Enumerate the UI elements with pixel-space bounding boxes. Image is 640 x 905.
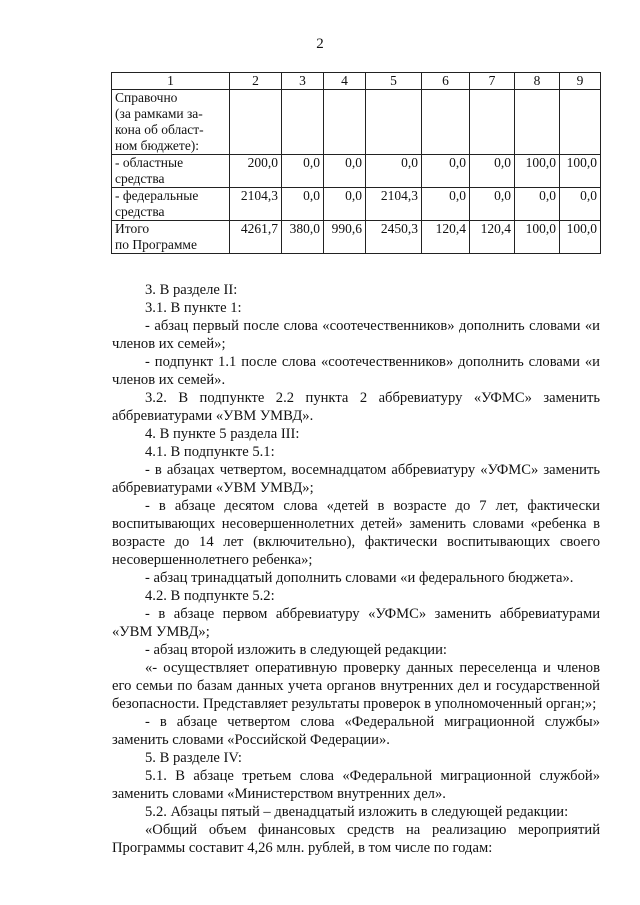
table-row [112, 90, 601, 155]
table-cell: 120,4 [422, 221, 470, 254]
paragraph: 3.1. В пункте 1: [145, 300, 242, 316]
column-header: 6 [422, 73, 470, 90]
paragraph: 4.2. В подпункте 5.2: [145, 588, 275, 604]
table-cell [324, 90, 366, 155]
table-cell: 200,0 [230, 155, 282, 188]
row-label: Итого по Программе [112, 221, 230, 254]
table-row [112, 188, 601, 221]
table-cell: 0,0 [422, 188, 470, 221]
table-cell: 0,0 [560, 188, 601, 221]
table-cell [560, 90, 601, 155]
column-header: 4 [324, 73, 366, 90]
column-header: 8 [515, 73, 560, 90]
table-cell: 2104,3 [230, 188, 282, 221]
table-row [112, 155, 601, 188]
paragraph: 5.2. Абзацы пятый – двенадцатый изложить в следующей редакции: [145, 804, 569, 820]
table-cell: 4261,7 [230, 221, 282, 254]
paragraph: - в абзаце первом аббревиатуру «УФМС» заменить аббревиатурами «УВМ УМВД»; [112, 606, 600, 640]
row-label: - областные средства [112, 155, 230, 188]
paragraph: - в абзаце десятом слова «детей в возрасте до 7 лет, фактически воспитывающих несовершеннолетних детей» заменить словами «ребенка в возрасте до 14 лет (включительно), фактически воспитывающих своего несовершеннолетнего ребенка»; [112, 498, 600, 568]
table-cell: 0,0 [324, 188, 366, 221]
row-label: - федеральные средства [112, 188, 230, 221]
table-cell: 0,0 [324, 155, 366, 188]
table-cell [366, 90, 422, 155]
paragraph: «Общий объем финансовых средств на реализацию мероприятий Программы составит 4,26 млн. рублей, в том числе по годам: [112, 822, 600, 856]
paragraph: - абзац первый после слова «соотечественников» дополнить словами «и членов их семей»; [112, 318, 600, 352]
column-header: 1 [112, 73, 230, 90]
page-number: 2 [316, 36, 324, 52]
table-cell: 990,6 [324, 221, 366, 254]
table-cell [230, 90, 282, 155]
table-cell: 100,0 [560, 155, 601, 188]
table-cell: 380,0 [282, 221, 324, 254]
table-cell: 100,0 [560, 221, 601, 254]
column-header: 7 [470, 73, 515, 90]
paragraph: 5. В разделе IV: [145, 750, 242, 766]
paragraph: - в абзаце четвертом слова «Федеральной миграционной службы» заменить словами «Российской Федерации». [112, 714, 600, 748]
table-cell: 100,0 [515, 155, 560, 188]
table-cell [470, 90, 515, 155]
column-header: 9 [560, 73, 601, 90]
row-label: Справочно (за рамками за- кона об област- ном бюджете): [112, 90, 230, 155]
paragraph: 4. В пункте 5 раздела III: [145, 426, 300, 442]
table-cell [422, 90, 470, 155]
column-header: 5 [366, 73, 422, 90]
paragraph: - подпункт 1.1 после слова «соотечественников» дополнить словами «и членов их семей». [112, 354, 600, 388]
column-header: 3 [282, 73, 324, 90]
table-cell: 0,0 [366, 155, 422, 188]
funding-table [111, 72, 601, 254]
paragraph: 3. В разделе II: [145, 282, 238, 298]
table-header-row [112, 73, 601, 90]
paragraph: - абзац тринадцатый дополнить словами «и федерального бюджета». [145, 570, 574, 586]
table-cell [515, 90, 560, 155]
table-cell: 0,0 [282, 155, 324, 188]
paragraph: 4.1. В подпункте 5.1: [145, 444, 275, 460]
table-cell: 0,0 [515, 188, 560, 221]
paragraph: 5.1. В абзаце третьем слова «Федеральной миграционной службой» заменить словами «Министерством внутренних дел». [112, 768, 600, 802]
table-row [112, 221, 601, 254]
table-cell: 0,0 [282, 188, 324, 221]
table-cell: 120,4 [470, 221, 515, 254]
paragraph: «- осуществляет оперативную проверку данных переселенца и членов его семьи по базам данных учета органов внутренних дел и государственной безопасности. Представляет результаты проверок в уполномоченный орган;»; [112, 660, 600, 712]
table-cell: 0,0 [470, 188, 515, 221]
table-cell: 100,0 [515, 221, 560, 254]
document-body [112, 281, 600, 857]
table-cell: 0,0 [470, 155, 515, 188]
table-cell: 0,0 [422, 155, 470, 188]
paragraph: - абзац второй изложить в следующей редакции: [145, 642, 447, 658]
table-cell: 2450,3 [366, 221, 422, 254]
table-cell [282, 90, 324, 155]
table-cell: 2104,3 [366, 188, 422, 221]
paragraph: - в абзацах четвертом, восемнадцатом аббревиатуру «УФМС» заменить аббревиатурами «УВМ УМВД»; [112, 462, 600, 496]
column-header: 2 [230, 73, 282, 90]
paragraph: 3.2. В подпункте 2.2 пункта 2 аббревиатуру «УФМС» заменить аббревиатурами «УВМ УМВД». [112, 390, 600, 424]
